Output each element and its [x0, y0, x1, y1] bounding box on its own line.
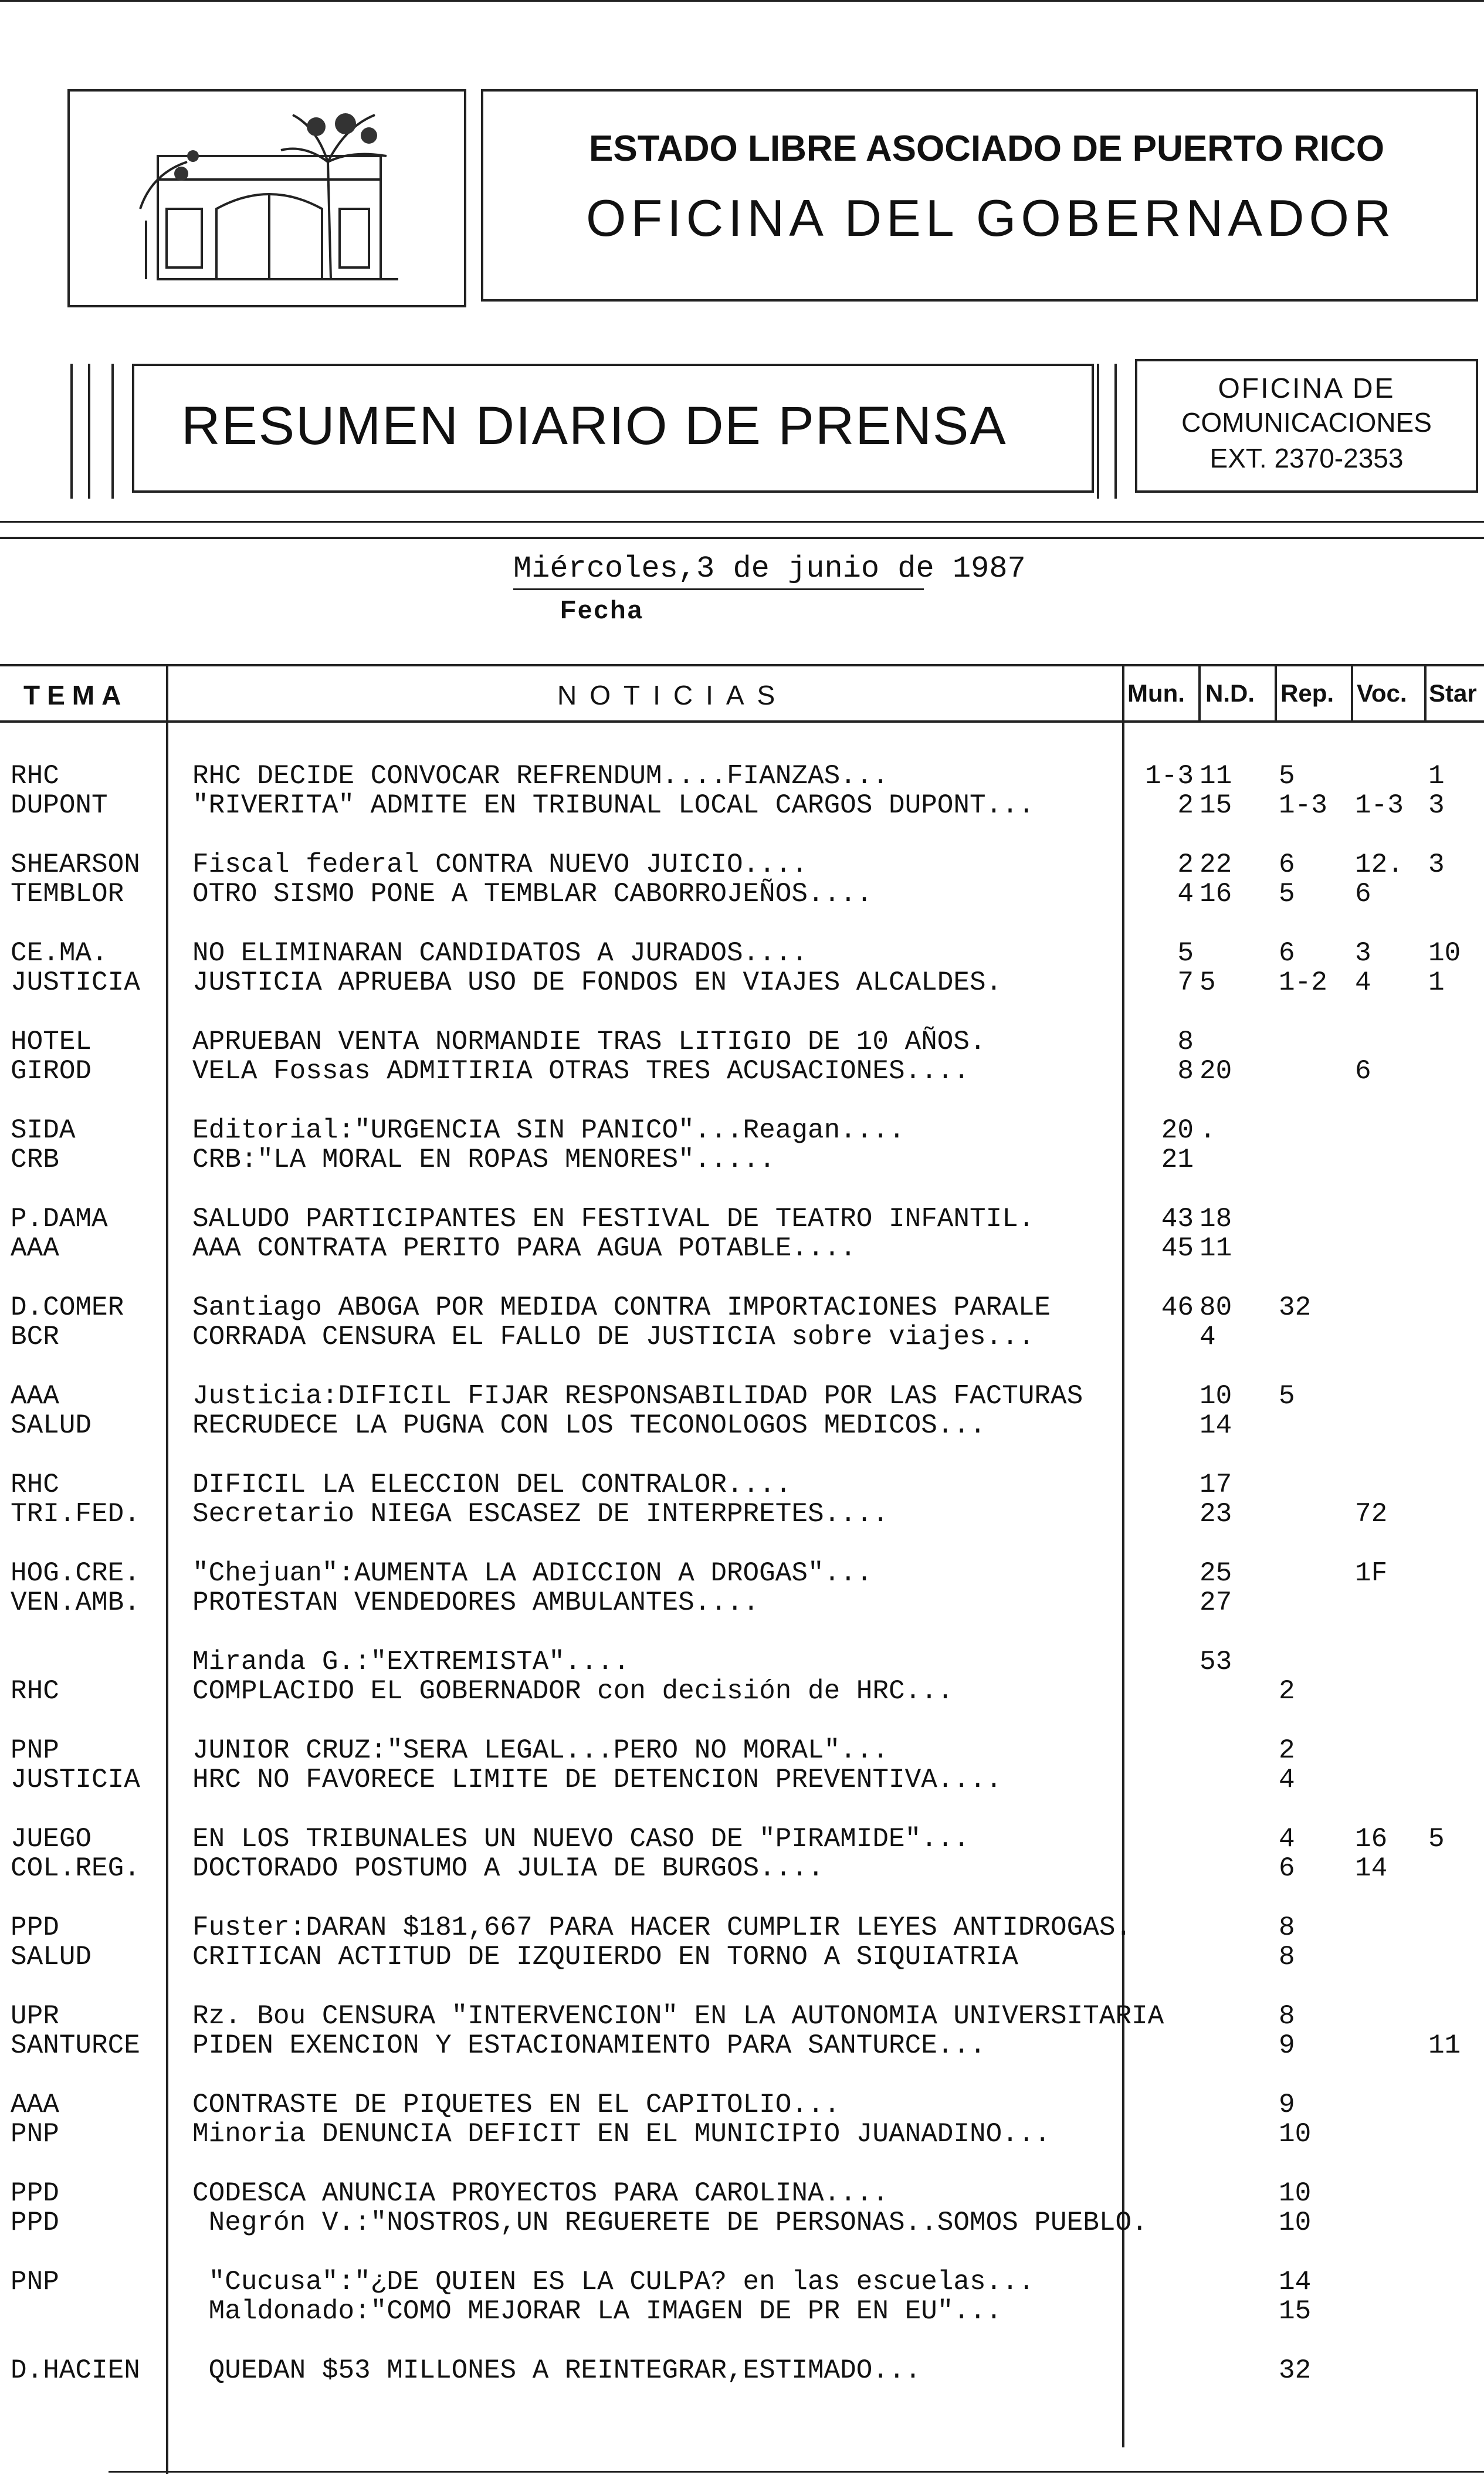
row-rep: 9 — [1279, 2030, 1295, 2061]
row-mun: 20 — [1161, 1115, 1194, 1146]
table-row — [0, 2002, 1484, 2060]
row-tema: D.COMER — [11, 1292, 124, 1323]
col-header-tema: TEMA — [23, 680, 128, 710]
row-star: 3 — [1428, 849, 1445, 880]
row-headline: Rz. Bou CENSURA "INTERVENCION" EN LA AUTONOMIA UNIVERSITARIA — [192, 2001, 1164, 2031]
row-nd: 11 — [1200, 1233, 1232, 1264]
row-nd: . — [1200, 1115, 1216, 1146]
row-headline: Fuster:DARAN $181,667 PARA HACER CUMPLIR LEYES ANTIDROGAS. — [192, 1912, 1132, 1943]
row-headline: Minoria DENUNCIA DEFICIT EN EL MUNICIPIO JUANADINO... — [192, 2119, 1051, 2149]
nd-divider — [1198, 664, 1201, 723]
row-tema: JUSTICIA — [11, 1765, 140, 1795]
row-headline: Fiscal federal CONTRA NUEVO JUICIO.... — [192, 849, 808, 880]
row-tema: D.HACIEN — [11, 2355, 140, 2386]
row-tema: VEN.AMB. — [11, 1587, 140, 1618]
banner-bar — [88, 364, 90, 499]
row-headline: CONTRASTE DE PIQUETES EN EL CAPITOLIO... — [192, 2090, 841, 2120]
row-tema: TRI.FED. — [11, 1499, 140, 1529]
row-mun: 1-3 — [1145, 761, 1194, 791]
row-rep: 32 — [1279, 1292, 1312, 1323]
row-star: 5 — [1428, 1824, 1445, 1854]
banner-bar — [1114, 364, 1117, 499]
table-row — [0, 2356, 1484, 2415]
row-tema: PPD — [11, 2207, 59, 2238]
row-headline: DOCTORADO POSTUMO A JULIA DE BURGOS.... — [192, 1853, 824, 1884]
row-headline: OTRO SISMO PONE A TEMBLAR CABORROJEÑOS.... — [192, 879, 873, 909]
row-voc: 4 — [1355, 967, 1371, 998]
table-row — [0, 1824, 1484, 1883]
logo-box — [67, 89, 466, 307]
office-box — [1135, 359, 1478, 493]
row-rep: 10 — [1279, 2207, 1312, 2238]
row-headline: CRITICAN ACTITUD DE IZQUIERDO EN TORNO A SIQUIATRIA — [192, 1942, 1018, 1972]
table-row — [0, 1913, 1484, 1972]
row-voc: 14 — [1355, 1853, 1388, 1884]
row-tema: DUPONT — [11, 790, 108, 821]
row-headline: PIDEN EXENCION Y ESTACIONAMIENTO PARA SANTURCE... — [192, 2030, 986, 2061]
col-header-voc: Voc. — [1357, 679, 1407, 707]
row-rep: 2 — [1279, 1676, 1295, 1706]
row-star: 10 — [1428, 938, 1461, 969]
banner-bar — [1097, 364, 1099, 499]
table-row — [0, 2179, 1484, 2237]
row-headline: VELA Fossas ADMITIRIA OTRAS TRES ACUSACIONES.... — [192, 1056, 970, 1086]
row-tema: GIROD — [11, 1056, 92, 1086]
table-row — [0, 1204, 1484, 1263]
banner-box — [132, 364, 1094, 493]
row-voc: 16 — [1355, 1824, 1388, 1854]
row-headline: RECRUDECE LA PUGNA CON LOS TECONOLOGOS MEDICOS... — [192, 1410, 986, 1441]
row-voc: 1F — [1355, 1558, 1388, 1589]
row-headline: Justicia:DIFICIL FIJAR RESPONSABILIDAD POR LAS FACTURAS — [192, 1381, 1083, 1411]
row-headline: CORRADA CENSURA EL FALLO DE JUSTICIA sobre viajes... — [192, 1322, 1035, 1352]
col-header-mun: Mun. — [1127, 679, 1185, 707]
row-mun: 8 — [1177, 1056, 1194, 1086]
row-headline: APRUEBAN VENTA NORMANDIE TRAS LITIGIO DE 10 AÑOS. — [192, 1027, 986, 1057]
row-tema: SALUD — [11, 1410, 92, 1441]
row-rep: 5 — [1279, 1381, 1295, 1411]
row-nd: 11 — [1200, 761, 1232, 791]
row-rep: 4 — [1279, 1824, 1295, 1854]
row-nd: 22 — [1200, 849, 1232, 880]
top-rule — [0, 0, 1484, 2]
table-header-rule — [0, 720, 1484, 723]
row-nd: 14 — [1200, 1410, 1232, 1441]
row-tema: RHC — [11, 1469, 59, 1500]
banner-bar — [111, 364, 114, 499]
row-voc: 6 — [1355, 1056, 1371, 1086]
row-headline: EN LOS TRIBUNALES UN NUEVO CASO DE "PIRAMIDE"... — [192, 1824, 970, 1854]
row-tema: JUSTICIA — [11, 967, 140, 998]
table-row — [0, 1647, 1484, 1706]
table-row — [0, 850, 1484, 909]
row-mun: 45 — [1161, 1233, 1194, 1264]
row-voc: 12. — [1355, 849, 1404, 880]
row-tema: AAA — [11, 1381, 59, 1411]
row-tema: SANTURCE — [11, 2030, 140, 2061]
row-rep: 6 — [1279, 849, 1295, 880]
row-star: 11 — [1428, 2030, 1461, 2061]
row-headline: "Cucusa":"¿DE QUIEN ES LA CULPA? en las escuelas... — [192, 2267, 1035, 2297]
row-rep: 10 — [1279, 2119, 1312, 2149]
row-tema: HOTEL — [11, 1027, 92, 1057]
row-headline: COMPLACIDO EL GOBERNADOR con decisión de HRC... — [192, 1676, 954, 1706]
row-headline: SALUDO PARTICIPANTES EN FESTIVAL DE TEATRO INFANTIL. — [192, 1204, 1035, 1234]
row-rep: 32 — [1279, 2355, 1312, 2386]
row-tema: P.DAMA — [11, 1204, 108, 1234]
row-headline: "RIVERITA" ADMITE EN TRIBUNAL LOCAL CARGOS DUPONT... — [192, 790, 1035, 821]
row-nd: 16 — [1200, 879, 1232, 909]
row-nd: 23 — [1200, 1499, 1232, 1529]
row-nd: 80 — [1200, 1292, 1232, 1323]
row-headline: JUSTICIA APRUEBA USO DE FONDOS EN VIAJES ALCALDES. — [192, 967, 1002, 998]
row-mun: 7 — [1177, 967, 1194, 998]
row-headline: PROTESTAN VENDEDORES AMBULANTES.... — [192, 1587, 760, 1618]
row-voc: 72 — [1355, 1499, 1388, 1529]
col-header-rep: Rep. — [1280, 679, 1334, 707]
row-headline: Miranda G.:"EXTREMISTA".... — [192, 1647, 630, 1677]
row-mun: 43 — [1161, 1204, 1194, 1234]
row-mun: 8 — [1177, 1027, 1194, 1057]
row-mun: 5 — [1177, 938, 1194, 969]
row-rep: 4 — [1279, 1765, 1295, 1795]
table-row — [0, 1116, 1484, 1174]
date-label: Fecha — [560, 595, 644, 624]
row-star: 3 — [1428, 790, 1445, 821]
table-row — [0, 1736, 1484, 1794]
header-box — [481, 89, 1478, 302]
office-line3: EXT. 2370-2353 — [1209, 443, 1404, 473]
row-tema: CRB — [11, 1145, 59, 1175]
table-row — [0, 1559, 1484, 1617]
row-rep: 1-3 — [1279, 790, 1327, 821]
row-nd: 5 — [1200, 967, 1216, 998]
row-headline: Negrón V.:"NOSTROS,UN REGUERETE DE PERSONAS..SOMOS PUEBLO. — [192, 2207, 1148, 2238]
row-rep: 6 — [1279, 938, 1295, 969]
row-rep: 8 — [1279, 1942, 1295, 1972]
row-tema: SALUD — [11, 1942, 92, 1972]
rep-divider — [1275, 664, 1277, 723]
row-rep: 5 — [1279, 761, 1295, 791]
row-rep: 1-2 — [1279, 967, 1327, 998]
row-headline: QUEDAN $53 MILLONES A REINTEGRAR,ESTIMADO... — [192, 2355, 921, 2386]
table-row — [0, 1027, 1484, 1086]
row-tema: BCR — [11, 1322, 59, 1352]
row-nd: 17 — [1200, 1469, 1232, 1500]
row-tema: PPD — [11, 1912, 59, 1943]
row-nd: 27 — [1200, 1587, 1232, 1618]
row-mun: 21 — [1161, 1145, 1194, 1175]
section-rule — [0, 537, 1484, 539]
row-star: 1 — [1428, 761, 1445, 791]
star-divider — [1424, 664, 1427, 723]
row-rep: 5 — [1279, 879, 1295, 909]
row-mun: 4 — [1177, 879, 1194, 909]
row-headline: Secretario NIEGA ESCASEZ DE INTERPRETES.... — [192, 1499, 889, 1529]
row-voc: 3 — [1355, 938, 1371, 969]
row-headline: NO ELIMINARAN CANDIDATOS A JURADOS.... — [192, 938, 808, 969]
office-name: OFICINA DEL GOBERNADOR — [586, 189, 1396, 247]
row-tema: SHEARSON — [11, 849, 140, 880]
row-nd: 18 — [1200, 1204, 1232, 1234]
row-rep: 10 — [1279, 2178, 1312, 2209]
row-headline: HRC NO FAVORECE LIMITE DE DETENCION PREVENTIVA.... — [192, 1765, 1002, 1795]
banner-bar — [70, 364, 73, 499]
row-mun: 2 — [1177, 790, 1194, 821]
office-line2: COMUNICACIONES — [1181, 407, 1432, 438]
row-rep: 14 — [1279, 2267, 1312, 2297]
col-header-star: Star — [1429, 679, 1477, 707]
row-tema: TEMBLOR — [11, 879, 124, 909]
col-header-noticias: NOTICIAS — [557, 680, 788, 710]
col-header-nd: N.D. — [1205, 679, 1255, 707]
row-nd: 10 — [1200, 1381, 1232, 1411]
row-tema: PNP — [11, 2119, 59, 2149]
government-name: ESTADO LIBRE ASOCIADO DE PUERTO RICO — [589, 128, 1385, 169]
row-headline: Editorial:"URGENCIA SIN PANICO"...Reagan.... — [192, 1115, 905, 1146]
row-nd: 4 — [1200, 1322, 1216, 1352]
table-row — [0, 2090, 1484, 2149]
row-tema: SIDA — [11, 1115, 76, 1146]
voc-divider — [1351, 664, 1353, 723]
row-tema: AAA — [11, 1233, 59, 1264]
row-rep: 9 — [1279, 2090, 1295, 2120]
table-row — [0, 939, 1484, 997]
row-headline: AAA CONTRATA PERITO PARA AGUA POTABLE.... — [192, 1233, 856, 1264]
row-tema: RHC — [11, 1676, 59, 1706]
row-rep: 15 — [1279, 2296, 1312, 2327]
row-voc: 1-3 — [1355, 790, 1404, 821]
row-tema: UPR — [11, 2001, 59, 2031]
row-rep: 8 — [1279, 2001, 1295, 2031]
row-tema: CE.MA. — [11, 938, 108, 969]
table-row — [0, 761, 1484, 820]
section-rule — [0, 521, 1484, 523]
row-headline: "Chejuan":AUMENTA LA ADICCION A DROGAS"... — [192, 1558, 873, 1589]
row-nd: 20 — [1200, 1056, 1232, 1086]
row-star: 1 — [1428, 967, 1445, 998]
date-underline — [513, 588, 924, 590]
row-tema: COL.REG. — [11, 1853, 140, 1884]
table-row — [0, 1293, 1484, 1352]
office-line1: OFICINA DE — [1218, 373, 1395, 404]
table-row — [0, 1470, 1484, 1529]
row-headline: Santiago ABOGA POR MEDIDA CONTRA IMPORTACIONES PARALE — [192, 1292, 1051, 1323]
table-row — [0, 1381, 1484, 1440]
row-tema: RHC — [11, 761, 59, 791]
row-voc: 6 — [1355, 879, 1371, 909]
row-headline: JUNIOR CRUZ:"SERA LEGAL...PERO NO MORAL"... — [192, 1735, 889, 1766]
row-headline: DIFICIL LA ELECCION DEL CONTRALOR.... — [192, 1469, 792, 1500]
row-headline: CRB:"LA MORAL EN ROPAS MENORES"..... — [192, 1145, 775, 1175]
row-tema: PNP — [11, 2267, 59, 2297]
row-headline: RHC DECIDE CONVOCAR REFRENDUM....FIANZAS... — [192, 761, 889, 791]
row-headline: Maldonado:"COMO MEJORAR LA IMAGEN DE PR EN EU"... — [192, 2296, 1002, 2327]
table-row — [0, 2267, 1484, 2326]
row-rep: 2 — [1279, 1735, 1295, 1766]
row-tema: JUEGO — [11, 1824, 92, 1854]
row-mun: 46 — [1161, 1292, 1194, 1323]
row-tema: PPD — [11, 2178, 59, 2209]
fortaleza-logo-icon — [70, 92, 464, 305]
row-tema: PNP — [11, 1735, 59, 1766]
row-tema: AAA — [11, 2090, 59, 2120]
date-value: Miércoles,3 de junio de 1987 — [513, 551, 1026, 586]
row-nd: 25 — [1200, 1558, 1232, 1589]
row-mun: 2 — [1177, 849, 1194, 880]
row-rep: 6 — [1279, 1853, 1295, 1884]
row-tema: HOG.CRE. — [11, 1558, 140, 1589]
row-nd: 15 — [1200, 790, 1232, 821]
row-headline: CODESCA ANUNCIA PROYECTOS PARA CAROLINA.... — [192, 2178, 889, 2209]
row-nd: 53 — [1200, 1647, 1232, 1677]
row-rep: 8 — [1279, 1912, 1295, 1943]
table-top-rule — [0, 664, 1484, 666]
banner-title: RESUMEN DIARIO DE PRENSA — [181, 396, 1007, 456]
table-bottom-rule — [109, 2471, 1484, 2473]
